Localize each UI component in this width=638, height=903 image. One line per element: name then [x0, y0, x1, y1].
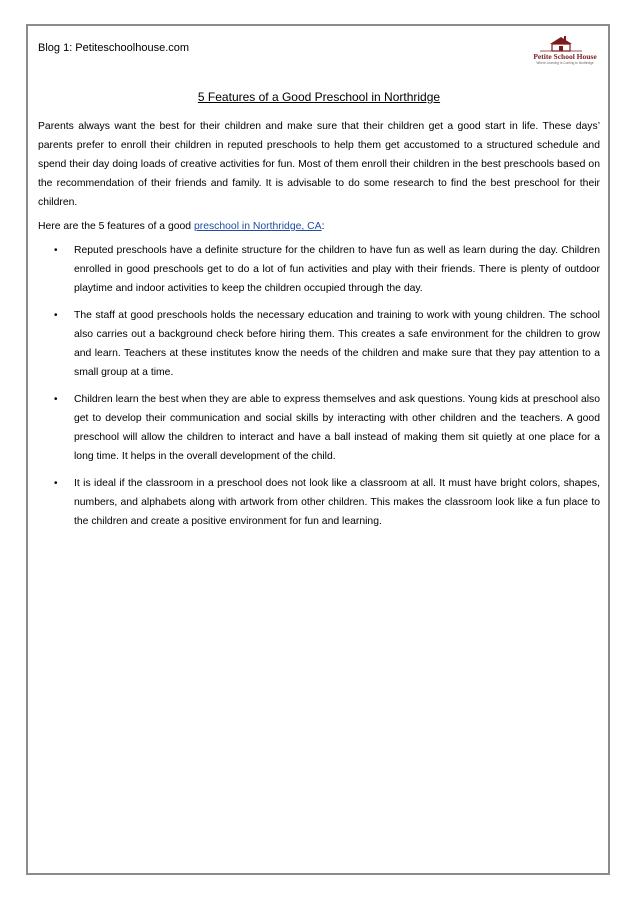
list-item [38, 241, 600, 298]
feature-list [38, 241, 600, 531]
lead-colon: : [321, 221, 325, 232]
bullet-icon: • [54, 478, 58, 489]
bullet-icon: • [54, 310, 58, 321]
article-body [38, 117, 600, 539]
logo [520, 36, 602, 66]
list-item-text: Children learn the best when they are able to express themselves and ask questions. Young kids at preschool also get to develop their communication and social skills by interacting with other children and the teachers. A good preschool will allow the children to interact and have a ball instead of making them sit quietly at one place for a long time. It helps in the overall development of the child. [74, 394, 600, 462]
list-item [38, 474, 600, 531]
list-item [38, 306, 600, 382]
header-text: Blog 1: Petiteschoolhouse.com [38, 42, 190, 54]
bullet-icon: • [54, 394, 58, 405]
lead-text: Here are the 5 features of a good [38, 221, 194, 232]
page-title: 5 Features of a Good Preschool in Northridge [197, 90, 441, 104]
logo-name: Petite School House [533, 52, 597, 61]
intro-paragraph: Parents always want the best for their children and make sure that their children get a good start in life. These days’ parents prefer to enroll their children in reputed preschools to help them get accustomed to a structured schedule and spend their day doing loads of creative activities for fun. Most of them enroll their children in the best preschools based on the recommendation of their friends and family. It is advisable to do some research to find the best preschool for their children. [38, 121, 600, 208]
bullet-icon: • [54, 245, 58, 256]
list-item [38, 390, 600, 466]
preschool-link[interactable]: preschool in Northridge, CA [193, 221, 322, 232]
logo-tagline: Where Learning Is Coming to Northridge [536, 61, 594, 65]
lead-paragraph [38, 217, 600, 236]
schoolhouse-icon [538, 36, 584, 52]
list-item-text: The staff at good preschools holds the necessary education and training to work with young children. The school also carries out a background check before hiring them. This creates a safe environment for the children to grow and learn. Teachers at these institutes know the needs of the children and make sure that they pay attention to a small group at a time. [74, 310, 600, 378]
list-item-text: It is ideal if the classroom in a preschool does not look like a classroom at all. It must have bright colors, shapes, numbers, and alphabets along with artwork from other children. This makes the classroom look like a fun place to the children and create a positive environment for fun and learning. [74, 478, 600, 527]
list-item-text: Reputed preschools have a definite structure for the children to have fun as well as learn during the day. Children enrolled in good preschools get to do a lot of fun activities and play with their friends. There is plenty of outdoor playtime and indoor activities to keep the children occupied through the day. [74, 245, 600, 294]
